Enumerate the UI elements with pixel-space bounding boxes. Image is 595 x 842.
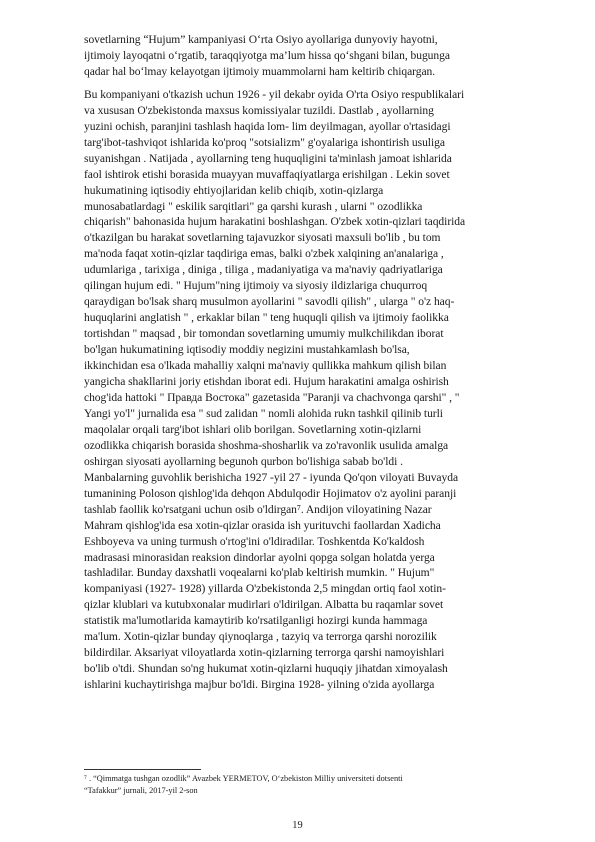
page-number: 19 [292, 820, 303, 831]
footnote-separator [84, 769, 201, 770]
document-body [84, 33, 544, 694]
paragraph-intro: sovetlarning “Hujum” kampaniyasi O‘rta Osiyo ayollariga dunyoviy hayotni, ijtimoiy layoqatni o‘rgatib, taraqqiyotga ma’lum hissa qo‘shgani bilan, bugunga qadar hal bo‘lmay kelayotgan ijtimoiy muammolarni ham keltirib chiqargan. [84, 34, 450, 78]
paragraph-main: Bu kompaniyani o'tkazish uchun 1926 - yil dekabr oyida O'rta Osiyo respublikalari va xususan O'zbekistonda maxsus komissiyalar tuzildi. Dastlab , ayollarning yuzini ochish, paranjini tashlash haqida lom- lim deyilmagan, ayollar o'rtasidagi targ'ibot-tashviqot ishlarida ko'proq "sotsializm" g'oyalariga ishontirish usuliga suyanishgan . Natijada , ayollarning teng huquqligini ta'minlash jamoat ishlarida faol ishtirok etishi borasida muayyan muvaffaqiyatlarga erishilgan . Lekin sovet hukumatining iqtisodiy ehtiyojlaridan kelib chiqib, xotin-qizlarga munosabatlardagi " eskilik sarqitlari" ga qarshi kurash , ularni " ozodlikka chiqarish" bahonasida hujum harakatini boshlashgan. O'zbek xotin-qizlari taqdirida o'tkazilgan bu harakat sovetlarning tajavuzkor siyosati maxsuli bo'lib , bu tom ma'noda faqat xotin-qizlar taqdiriga emas, balki o'zbek xalqining an'analariga , udumlariga , tarixiga , diniga , tiliga , madaniyatiga va ma'naviy qadriyatlariga qilingan hujum edi. " Hujum"ning ijtimoiy va siyosiy ildizlariga chuqurroq qaraydigan bo'lsak sharq musulmon ayollarini " savodli qilish" , ularga " o'z haq- huquqlarini anglatish " , erkaklar bilan " teng huquqli qilish va ijtimoiy faolikka tortishdan " maqsad , bir tomondan sovetlarning umumiy mulkchilikdan iborat bo'lgan hukumatining iqtisodiy moddiy negizini mustahkamlash bo'lsa, ikkinchidan esa o'lkada mahalliy xalqni ma'naviy qullikka mahkum qilish bilan yangicha shakllarini joriy etishdan iborat edi. Hujum harakatini amalga oshirish chog'ida hattoki " Правда Востока" gazetasida "Paranji va chachvonga qarshi" , " Yangi yo'l" jurnalida esa " sud zalidan " nomli alohida rukn tashkil qilinib turli maqolalar orqali targ'ibot ishlari olib borilgan. Sovetlarning xotin-qizlarni ozodlikka chiqarish borasida shoshma-shosharlik va zo'ravonlik usulida amalga oshirgan siyosati ayollarning begunoh qurbon bo'lishiga sabab bo'ldi . Manbalarning guvohlik berishicha 1927 -yil 27 - iyunda Qo'qon viloyati Buvayda tumanining Poloson qishlog'ida dehqon Abdulqodir Hojimatov o'z ayolini paranji tashlab faollik ko'rsatgani uchun osib o'ldirgan⁷. Andijon viloyatining Nazar Mahram qishlog'ida esa xotin-qizlar orasida ish yurituvchi faollardan Xadicha Eshboyeva va uning turmush o'rtog'ini o'ldiradilar. Toshkentda Ko'kaldosh madrasasi minorasidan reaksion dindorlar ayolni qopga solgan holatda yerga tashladilar. Bunday daxshatli voqealarni ko'plab keltirish mumkin. " Hujum" kompaniyasi (1927- 1928) yillarda O'zbekistonda 2,5 mingdan ortiq faol xotin- qizlar klublari va kutubxonalar mudirlari o'ldirilgan. Albatta bu raqamlar sovet statistik ma'lumotlarida kamaytirib ko'rsatilganligi hozirgi kunda hammaga ma'lum. Xotin-qizlar bunday qiynoqlarga , tazyiq va terrorga qarshi norozilik bildirdilar. Aksariyat viloyatlarda xotin-qizlarning terrorga qarshi namoyishlari bo'lib o'tdi. Shundan so'ng hukumat xotin-qizlarni huquqiy jihatdan ximoyalash ishlarini kuchaytirishga majbur bo'ldi. Birgina 1928- yilning o'zida ayollarga [84, 88, 466, 692]
footnote: ⁷ . “Qimmatga tushgan ozodlik” Avazbek YERMETOV, O‘zbekiston Milliy universiteti dotsenti “Tafakkur” jurnali, 2017-yil 2-son [84, 774, 403, 795]
